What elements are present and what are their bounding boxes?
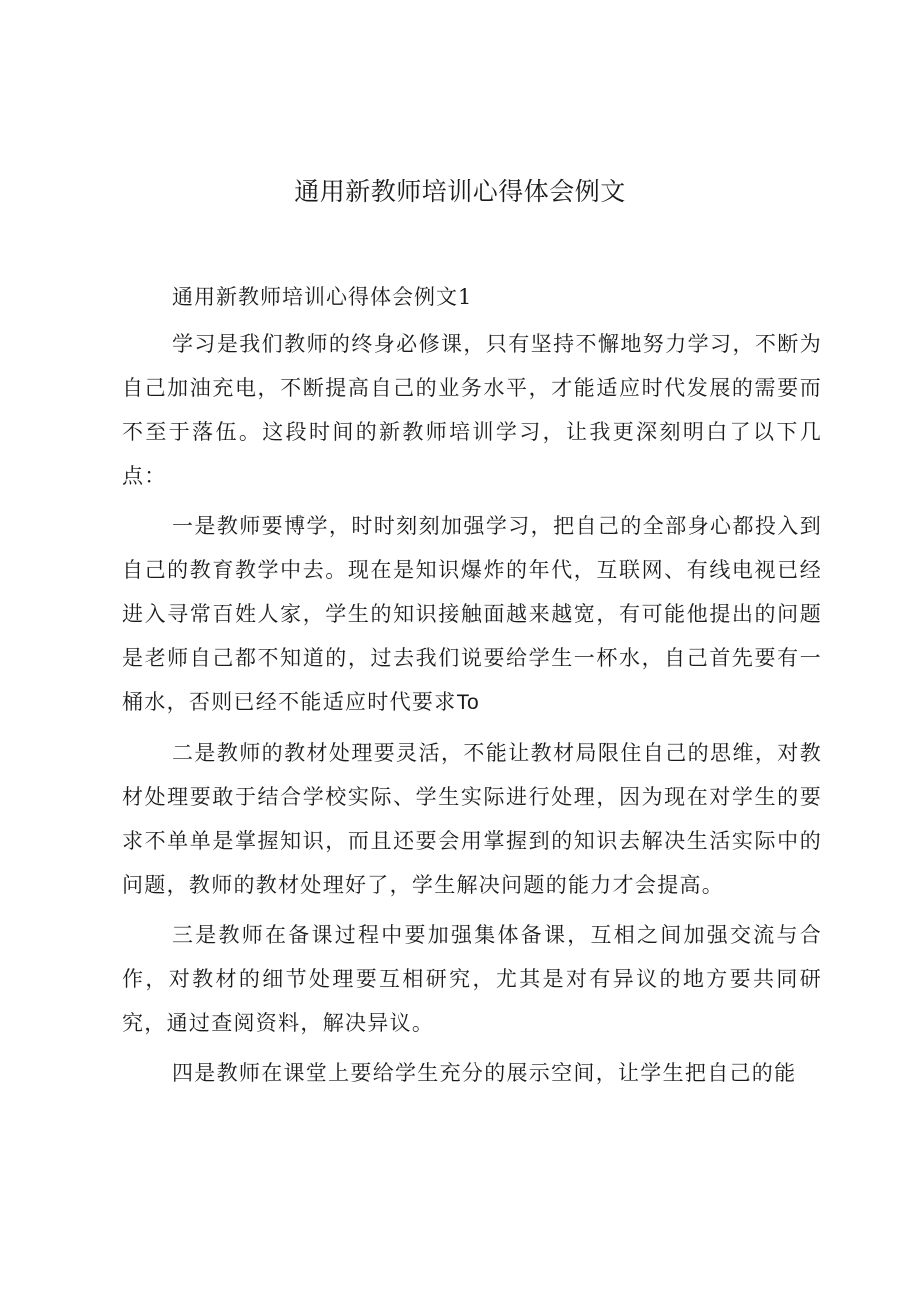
paragraph-2-text: 一是教师要博学，时时刻刻加强学习，把自己的全部身心都投入到自己的教育教学中去。现在是知识爆炸的年代，互联网、有线电视已经进入寻常百姓人家，学生的知识接触面越来越宽，有可能他提出的问题是老师自己都不知道的，过去我们说要给学生一杯水，自己首先要有一桶水，否则已经不能适应时代要求	[122, 514, 822, 714]
paragraph-5	[122, 1051, 822, 1095]
paragraph-2	[122, 504, 822, 725]
paragraph-4	[122, 913, 822, 1045]
paragraph-3-text: 二是教师的教材处理要灵活，不能让教材局限住自己的思维，对教材处理要敢于结合学校实际、学生实际进行处理，因为现在对学生的要求不单单是掌握知识，而且还要会用掌握到的知识去解决生活实际中的问题，教师的教材处理好了，学生解决问题的能力才会提高。	[122, 741, 822, 897]
paragraph-1	[122, 322, 822, 498]
paragraph-4-text: 三是教师在备课过程中要加强集体备课，互相之间加强交流与合作，对教材的细节处理要互相研究，尤其是对有异议的地方要共同研究，通过查阅资料，解决异议。	[122, 923, 822, 1035]
document-title: 通用新教师培训心得体会例文	[294, 177, 626, 206]
paragraph-5-text: 四是教师在课堂上要给学生充分的展示空间，让学生把自己的能	[172, 1061, 797, 1085]
paragraph-3	[122, 731, 822, 907]
section-heading: 通用新教师培训心得体会例文1	[172, 285, 473, 309]
body-text	[122, 322, 822, 1095]
paragraph-1-text: 学习是我们教师的终身必修课，只有坚持不懈地努力学习，不断为自己加油充电，不断提高自己的业务水平，才能适应时代发展的需要而不至于落伍。这段时间的新教师培训学习，让我更深刻明白了以下几点：	[122, 332, 822, 488]
paragraph-2-tail: To	[456, 691, 479, 714]
